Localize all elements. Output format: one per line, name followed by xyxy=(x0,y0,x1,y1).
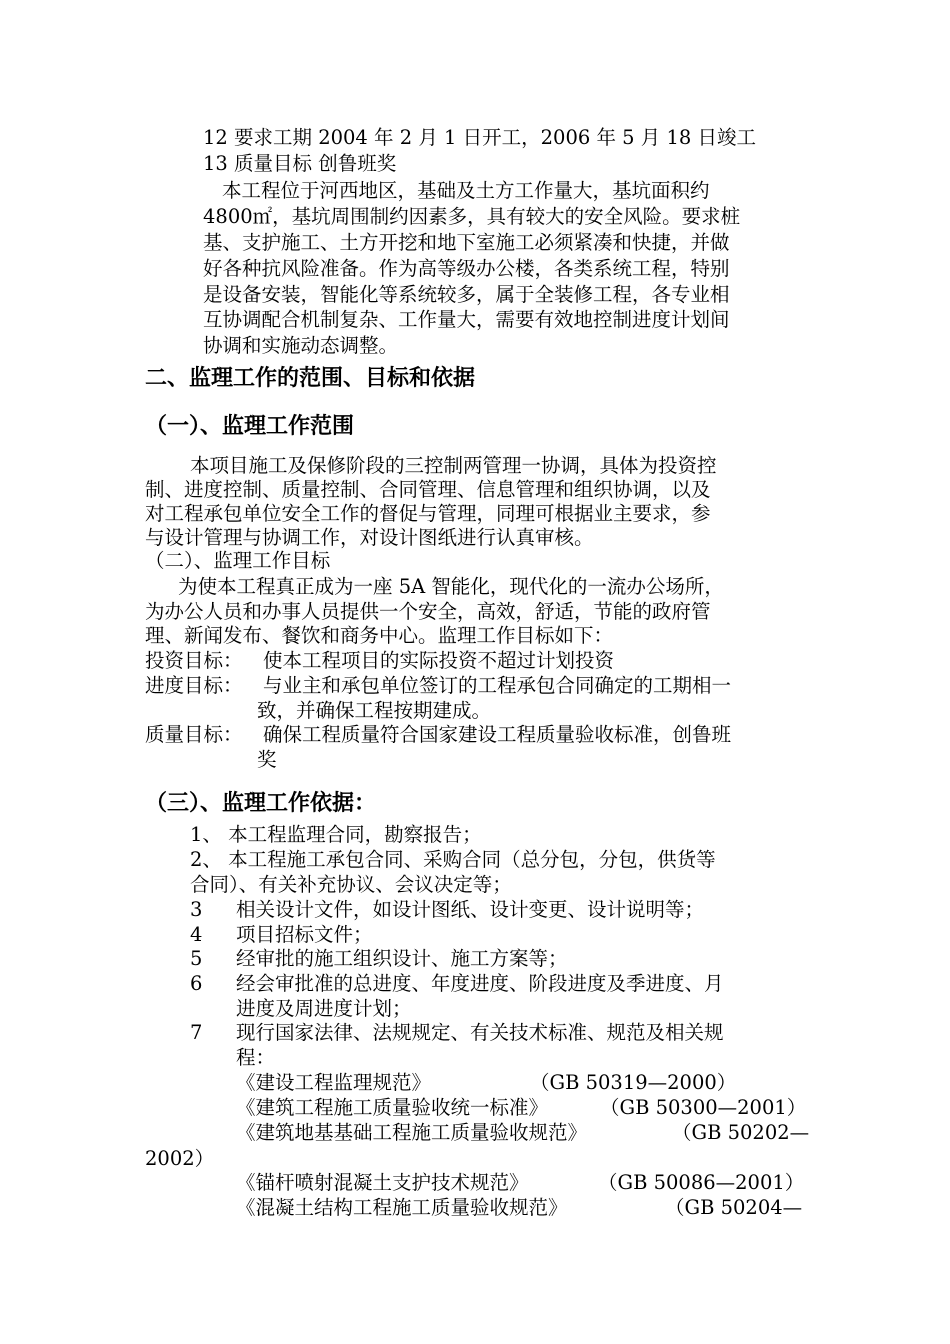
basis-item-1: 1、 本工程监理合同，勘察报告； xyxy=(190,823,482,846)
scope-line-4: 与设计管理与协调工作，对设计图纸进行认真审核。 xyxy=(145,526,594,549)
scope-line-3: 对工程承包单位安全工作的督促与管理，同理可根据业主要求，参 xyxy=(145,502,711,525)
basis-item-4-number: 4 xyxy=(190,923,203,946)
standard-5-code: （GB 50204— xyxy=(665,1196,803,1219)
quality-goal-text-2: 奖 xyxy=(257,748,277,771)
goals-title: （二）、监理工作目标 xyxy=(145,549,331,572)
investment-goal-text: 使本工程项目的实际投资不超过计划投资 xyxy=(263,649,615,672)
basis-item-3-number: 3 xyxy=(190,898,203,921)
overview-line-6: 互协调配合机制复杂、工作量大，需要有效地控制进度计划间 xyxy=(203,308,730,331)
schedule-goal-label: 进度目标： xyxy=(145,674,243,697)
basis-title: （三）、监理工作依据： xyxy=(145,791,377,816)
investment-goal-label: 投资目标： xyxy=(145,649,243,672)
overview-line-4: 好各种抗风险准备。作为高等级办公楼，各类系统工程，特别 xyxy=(203,257,730,280)
standard-3-code-continued: 2002） xyxy=(145,1147,215,1170)
project-info-item-12: 12 要求工期 2004 年 2 月 1 日开工，2006 年 5 月 18 日竣工 xyxy=(203,126,756,149)
standard-4-name: 《锚杆喷射混凝土支护技术规范》 xyxy=(236,1171,529,1194)
basis-item-5: 经审批的施工组织设计、施工方案等； xyxy=(236,947,568,970)
quality-goal-text-1: 确保工程质量符合国家建设工程质量验收标准，创鲁班 xyxy=(263,723,732,746)
overview-line-5: 是设备安装，智能化等系统较多，属于全装修工程，各专业相 xyxy=(203,283,730,306)
standard-2-code: （GB 50300—2001） xyxy=(600,1096,807,1119)
basis-item-5-number: 5 xyxy=(190,947,203,970)
basis-item-6-number: 6 xyxy=(190,972,203,995)
schedule-goal-text-2: 致，并确保工程按期建成。 xyxy=(257,699,492,722)
basis-item-4: 项目招标文件； xyxy=(236,923,373,946)
standard-2-name: 《建筑工程施工质量验收统一标准》 xyxy=(236,1096,549,1119)
basis-item-2-line-1: 2、 本工程施工承包合同、采购合同（总分包，分包，供货等 xyxy=(190,848,716,871)
section-2-title: 二、监理工作的范围、目标和依据 xyxy=(145,366,476,391)
overview-line-7: 协调和实施动态调整。 xyxy=(203,334,399,357)
goals-intro-1: 为使本工程真正成为一座 5A 智能化，现代化的一流办公场所， xyxy=(178,575,724,598)
basis-item-7-number: 7 xyxy=(190,1021,203,1044)
standard-4-code: （GB 50086—2001） xyxy=(598,1171,805,1194)
quality-goal-label: 质量目标： xyxy=(145,723,243,746)
scope-line-1: 本项目施工及保修阶段的三控制两管理一协调，具体为投资控 xyxy=(190,454,717,477)
goals-intro-3: 理、新闻发布、餐饮和商务中心。监理工作目标如下： xyxy=(145,624,614,647)
standard-1-code: （GB 50319—2000） xyxy=(530,1071,737,1094)
basis-item-6-line-1: 经会审批准的总进度、年度进度、阶段进度及季进度、月 xyxy=(236,972,724,995)
overview-line-3: 基、支护施工、土方开挖和地下室施工必须紧凑和快捷，并做 xyxy=(203,231,730,254)
overview-line-2: 4800㎡，基坑周围制约因素多，具有较大的安全风险。要求桩 xyxy=(203,205,741,228)
basis-item-2-line-2: 合同）、有关补充协议、会议决定等； xyxy=(190,873,512,896)
basis-item-6-line-2: 进度及周进度计划； xyxy=(236,997,412,1020)
basis-item-3: 相关设计文件，如设计图纸、设计变更、设计说明等； xyxy=(236,898,705,921)
basis-item-7-line-1: 现行国家法律、法规规定、有关技术标准、规范及相关规 xyxy=(236,1021,724,1044)
scope-title: （一）、监理工作范围 xyxy=(145,414,355,439)
goals-intro-2: 为办公人员和办事人员提供一个安全，高效，舒适，节能的政府管 xyxy=(145,600,711,623)
schedule-goal-text-1: 与业主和承包单位签订的工程承包合同确定的工期相一 xyxy=(263,674,732,697)
standard-3-name: 《建筑地基基础工程施工质量验收规范》 xyxy=(236,1121,588,1144)
basis-item-7-line-2: 程： xyxy=(236,1046,276,1069)
standard-5-name: 《混凝土结构工程施工质量验收规范》 xyxy=(236,1196,568,1219)
overview-line-1: 本工程位于河西地区，基础及土方工作量大，基坑面积约 xyxy=(222,179,710,202)
scope-line-2: 制、进度控制、质量控制、合同管理、信息管理和组织协调，以及 xyxy=(145,478,711,501)
project-info-item-13: 13 质量目标 创鲁班奖 xyxy=(203,152,397,175)
standard-1-name: 《建设工程监理规范》 xyxy=(236,1071,432,1094)
standard-3-code: （GB 50202— xyxy=(672,1121,810,1144)
